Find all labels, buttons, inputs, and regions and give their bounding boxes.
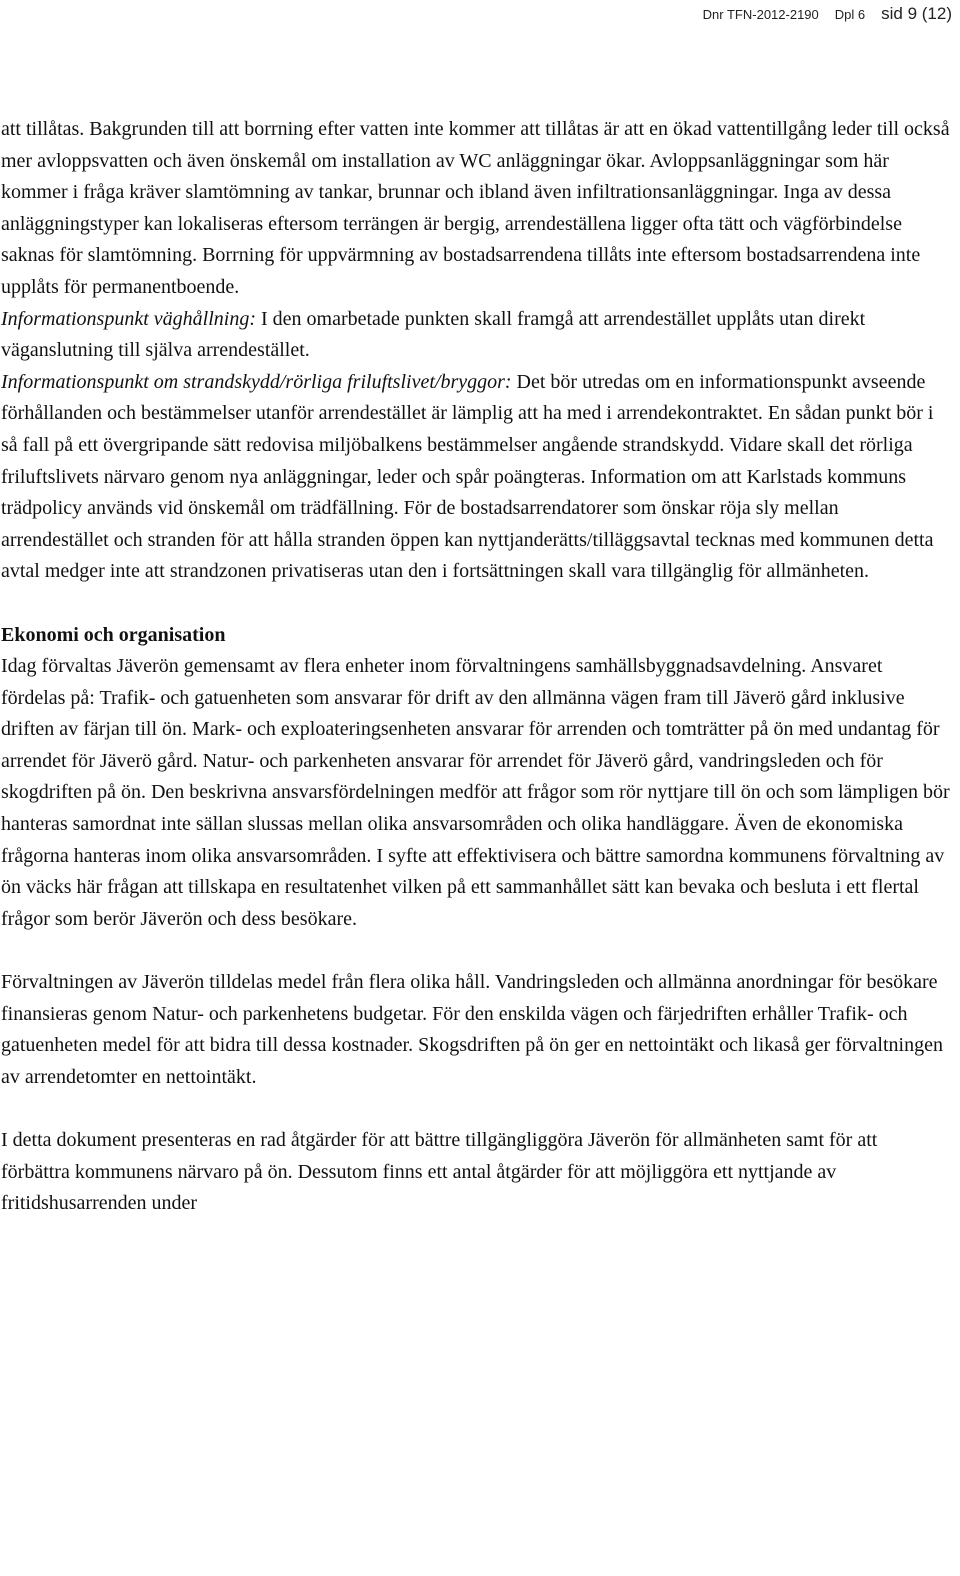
road-maintenance-lead: Informationspunkt väghållning:: [1, 307, 256, 330]
document-body: [1, 114, 951, 1220]
section-heading-economy: Ekonomi och organisation: [1, 623, 226, 646]
road-maintenance-text: I den omarbetade punkten skall framgå att arrendestället upplåts utan direkt väganslutning till själva arrendestället.: [1, 307, 866, 362]
paragraph-shore-protection: [1, 367, 951, 588]
paragraph-funding: Förvaltningen av Jäverön tilldelas medel från flera olika håll. Vandringsleden och allmänna anordningar för besökare finansieras genom Natur- och parkenhetens budgetar. För den enskilda vägen och färjedriften erhåller Trafik- och gatuenheten medel för att bidra till dessa kostnader. Skogsdriften på ön ger en nettointäkt och likaså ger förvaltningen av arrendetomter en nettointäkt.: [1, 971, 943, 1088]
paragraph-document-measures: I detta dokument presenteras en rad åtgärder för att bättre tillgängliggöra Jäverön för allmänheten samt för att förbättra kommunens närvaro på ön. Dessutom finns ett antal åtgärder för att möjliggöra ett nyttjande av fritidshusarrenden under: [1, 1129, 878, 1215]
shore-protection-text: Det bör utredas om en informationspunkt avseende förhållanden och bestämmelser utanför arrendestället är lämplig att ha med i arrendekontraktet. En sådan punkt bör i så fall på ett övergripande sätt redovisa miljöbalkens bestämmelser angående strandskydd. Vidare skall det rörliga friluftslivets närvaro genom nya anläggningar, leder och spår poängteras. Information om att Karlstads kommuns trädpolicy används vid önskemål om trädfällning. För de bostadsarrendatorer som önskar röja sly mellan arrendestället och stranden för att hålla stranden öppen kan nyttjanderätts/tilläggsavtal tecknas med kommunen detta avtal medger inte att strandzonen privatiseras utan den i fortsättningen skall vara tillgänglig för allmänheten.: [1, 370, 934, 583]
paragraph-road-maintenance: [1, 304, 951, 367]
document-number: Dnr TFN-2012-2190: [702, 7, 819, 22]
page-header: [703, 4, 952, 26]
paragraph-water-drilling: att tillåtas. Bakgrunden till att borrning efter vatten inte kommer att tillåtas är att en ökad vattentillgång leder till också mer avloppsvatten och även önskemål om installation av WC anläggningar ökar. Avloppsanläggningar som här kommer i fråga kräver slamtömning av tankar, brunnar och ibland även infiltrationsanläggningar. Inga av dessa anläggningstyper kan lokaliseras eftersom terrängen är bergig, arrendeställena ligger ofta tätt och vägförbindelse saknas för slamtömning. Borrning för uppvärmning av bostadsarrendena tillåts inte eftersom bostadsarrendena inte upplåts för permanentboende.: [1, 118, 950, 298]
page-number: sid 9 (12): [881, 4, 952, 23]
paragraph-spacer: [1, 1093, 951, 1125]
shore-protection-lead: Informationspunkt om strandskydd/rörliga friluftslivet/bryggor:: [1, 370, 512, 393]
paragraph-spacer: [1, 588, 951, 620]
paragraph-administration: Idag förvaltas Jäverön gemensamt av flera enheter inom förvaltningens samhällsbyggnadsavdelning. Ansvaret fördelas på: Trafik- och gatuenheten som ansvarar för drift av den allmänna vägen fram till Jäverö gård inklusive driften av färjan till ön. Mark- och exploateringsenheten ansvarar för arrenden och tomträtter på ön med undantag för arrendet för Jäverö gård. Natur- och parkenheten ansvarar för arrendet för Jäverö gård, vandringsleden och för skogdriften på ön. Den beskrivna ansvarsfördelningen medför att frågor som rör nyttjare till ön och som lämpligen bör hanteras samordnat inte sällan slussas mellan olika ansvarsområden och olika handläggare. Även de ekonomiska frågorna hanteras inom olika ansvarsområden. I syfte att effektivisera och bättre samordna kommunens förvaltning av ön väcks här frågan att tillskapa en resultatenhet vilken på ett sammanhållet sätt kan bevaka och besluta i ett flertal frågor som berör Jäverön och dess besökare.: [1, 655, 950, 930]
paragraph-spacer: [1, 935, 951, 967]
document-dpl: Dpl 6: [834, 7, 866, 22]
